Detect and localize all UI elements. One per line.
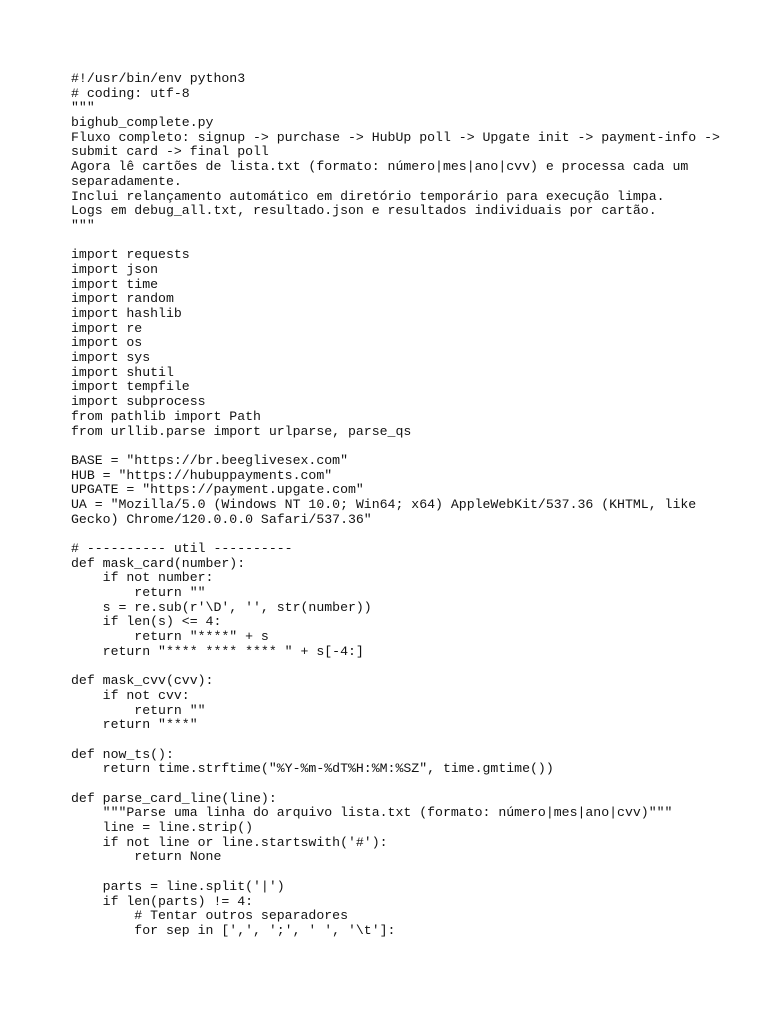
code-line: import os <box>71 335 143 351</box>
code-line <box>71 527 761 542</box>
code-line: return None <box>71 849 222 865</box>
code-line: from urllib.parse import urlparse, parse_qs <box>71 423 412 439</box>
code-line: return "" <box>71 585 206 601</box>
code-line: import time <box>71 276 159 292</box>
code-line: return time.strftime("%Y-%m-%dT%H:%M:%SZ", time.gmtime()) <box>71 761 554 777</box>
code-line: if not number: <box>71 570 214 586</box>
code-line: import json <box>71 261 159 277</box>
code-line: parts = line.split('|') <box>71 878 285 894</box>
code-line: def parse_card_line(line): <box>71 790 277 806</box>
code-line: for sep in [',', ';', ' ', '\t']: <box>71 922 396 938</box>
code-line <box>71 660 761 675</box>
code-line: if not line or line.startswith('#'): <box>71 834 388 850</box>
code-line <box>71 777 761 792</box>
code-line: import sys <box>71 350 151 366</box>
code-line: line = line.strip() <box>71 820 254 836</box>
code-line: return "****" + s <box>71 629 269 645</box>
code-line: def mask_card(number): <box>71 555 246 571</box>
code-line: return "" <box>71 702 206 718</box>
code-line <box>71 439 761 454</box>
code-line: import subprocess <box>71 394 206 410</box>
code-line: Logs em debug_all.txt, resultado.json e resultados individuais por cartão. <box>71 203 657 219</box>
code-line: from pathlib import Path <box>71 408 261 424</box>
code-line: def mask_cvv(cvv): <box>71 673 214 689</box>
code-line: import random <box>71 291 174 307</box>
code-line: # Tentar outros separadores <box>71 908 348 924</box>
code-line: Agora lê cartões de lista.txt (formato: número|mes|ano|cvv) e processa cada um <box>71 159 689 175</box>
code-line: #!/usr/bin/env python3 <box>71 71 246 86</box>
code-line: Inclui relançamento automático em diretório temporário para execução limpa. <box>71 188 665 204</box>
code-line: """Parse uma linha do arquivo lista.txt (formato: número|mes|ano|cvv)""" <box>71 805 673 821</box>
code-line: # coding: utf-8 <box>71 85 190 101</box>
code-line: if len(parts) != 4: <box>71 893 254 909</box>
code-line: """ <box>71 100 95 116</box>
code-line: HUB = "https://hubuppayments.com" <box>71 467 333 483</box>
code-line: separadamente. <box>71 173 182 189</box>
code-line: if not cvv: <box>71 687 190 703</box>
code-line: UPGATE = "https://payment.upgate.com" <box>71 482 364 498</box>
code-line <box>71 865 761 880</box>
code-line: bighub_complete.py <box>71 115 214 131</box>
code-line: import requests <box>71 247 190 263</box>
code-line: # ---------- util ---------- <box>71 541 293 556</box>
code-line: UA = "Mozilla/5.0 (Windows NT 10.0; Win64; x64) AppleWebKit/537.36 (KHTML, like <box>71 496 697 512</box>
code-line: import re <box>71 320 143 336</box>
code-line: return "**** **** **** " + s[-4:] <box>71 643 364 659</box>
code-line: submit card -> final poll <box>71 144 269 160</box>
code-line <box>71 234 761 249</box>
code-line: import hashlib <box>71 306 182 321</box>
code-listing <box>71 72 761 939</box>
code-line: Gecko) Chrome/120.0.0.0 Safari/537.36" <box>71 511 372 527</box>
code-line: import tempfile <box>71 379 190 395</box>
code-line: BASE = "https://br.beeglivesex.com" <box>71 452 348 468</box>
code-line <box>71 733 761 748</box>
code-line: def now_ts(): <box>71 746 174 762</box>
code-line: import shutil <box>71 364 174 380</box>
code-line: if len(s) <= 4: <box>71 614 222 630</box>
code-line: Fluxo completo: signup -> purchase -> HubUp poll -> Upgate init -> payment-info -> <box>71 129 720 145</box>
code-line: s = re.sub(r'\D', '', str(number)) <box>71 599 372 615</box>
code-line: """ <box>71 217 95 233</box>
code-line: return "***" <box>71 717 198 733</box>
